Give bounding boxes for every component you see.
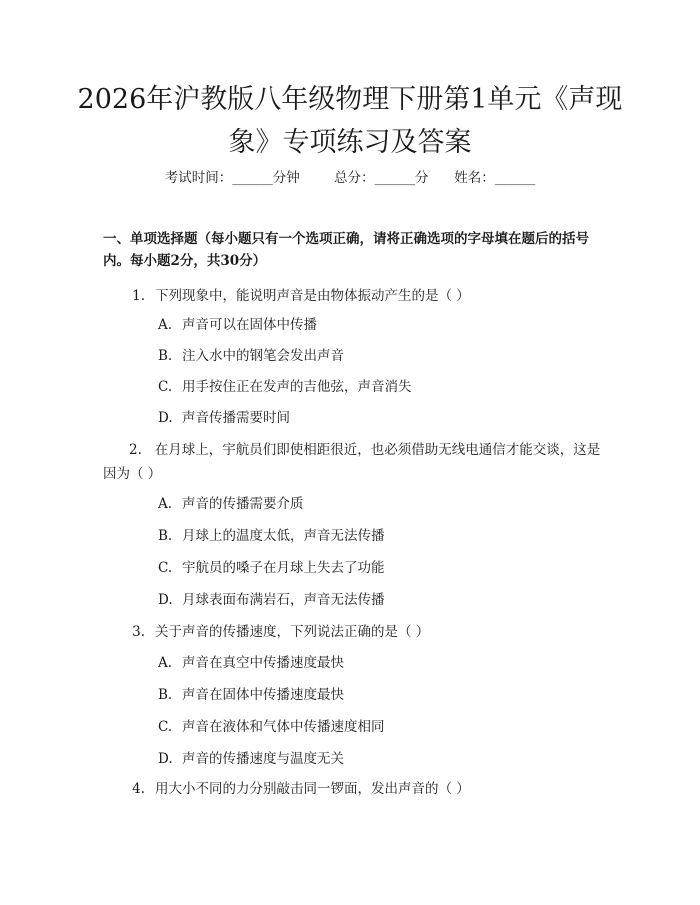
option-letter: B.: [158, 687, 173, 703]
option-letter: D.: [158, 751, 173, 767]
option-letter: D.: [158, 410, 173, 426]
question-stem: 用大小不同的力分别敲击同一锣面，发出声音的（ ）: [155, 781, 470, 797]
option-2d: [158, 590, 598, 610]
option-letter: B.: [158, 528, 173, 544]
option-text: 声音在真空中传播速度最快: [182, 655, 344, 671]
question-3: [103, 620, 601, 644]
option-letter: C.: [158, 560, 173, 576]
option-text: 声音在液体和气体中传播速度相同: [182, 719, 385, 735]
option-text: 声音可以在固体中传播: [182, 317, 317, 333]
option-letter: B.: [158, 348, 173, 364]
option-3a: [158, 653, 598, 673]
exam-meta: [0, 168, 700, 188]
option-text: 声音在固体中传播速度最快: [182, 687, 344, 703]
option-letter: A.: [158, 655, 173, 671]
option-2c: [158, 558, 598, 578]
question-number: 4.: [132, 781, 145, 797]
document-title: 2026年沪教版八年级物理下册第1单元《声现象》专项练习及答案: [77, 84, 623, 158]
option-2a: [158, 494, 598, 514]
exam-score: 总分：______分: [334, 170, 429, 186]
option-3b: [158, 685, 598, 705]
option-text: 月球表面布满岩石，声音无法传播: [182, 592, 385, 608]
question-number: 1.: [132, 288, 145, 304]
question-number: 2.: [129, 442, 142, 458]
option-text: 声音的传播速度与温度无关: [182, 751, 344, 767]
option-text: 注入水中的钢笔会发出声音: [182, 348, 344, 364]
option-letter: D.: [158, 592, 173, 608]
option-letter: C.: [158, 379, 173, 395]
option-2b: [158, 526, 598, 546]
option-letter: A.: [158, 496, 173, 512]
question-1: [103, 284, 601, 308]
question-number: 3.: [132, 624, 145, 640]
option-text: 声音传播需要时间: [182, 410, 290, 426]
option-text: 用手按住正在发声的吉他弦，声音消失: [182, 379, 412, 395]
option-text: 宇航员的嗓子在月球上失去了功能: [182, 560, 385, 576]
question-2: [103, 438, 601, 486]
exam-time: 考试时间：______分钟: [164, 170, 300, 186]
question-stem-text: 在月球上，宇航员们即使相距很近，也必须借助无线电通信才能交谈，这是因为（ ）: [103, 442, 601, 482]
question-stem: [103, 438, 601, 486]
option-text: 月球上的温度太低，声音无法传播: [182, 528, 385, 544]
option-letter: C.: [158, 719, 173, 735]
option-1a: [158, 315, 598, 335]
question-4: [103, 777, 601, 801]
section-heading: 一、单项选择题（每小题只有一个选项正确，请将正确选项的字母填在题后的括号内。每小题2分，共30分）: [103, 231, 589, 269]
option-3c: [158, 717, 598, 737]
student-name: 姓名：______: [454, 170, 536, 186]
option-1c: [158, 377, 598, 397]
option-text: 声音的传播需要介质: [182, 496, 304, 512]
option-letter: A.: [158, 317, 173, 333]
option-1b: [158, 346, 598, 366]
question-stem: 关于声音的传播速度，下列说法正确的是（ ）: [155, 624, 430, 640]
option-3d: [158, 749, 598, 769]
option-1d: [158, 408, 598, 428]
question-stem: 下列现象中，能说明声音是由物体振动产生的是（ ）: [155, 288, 470, 304]
